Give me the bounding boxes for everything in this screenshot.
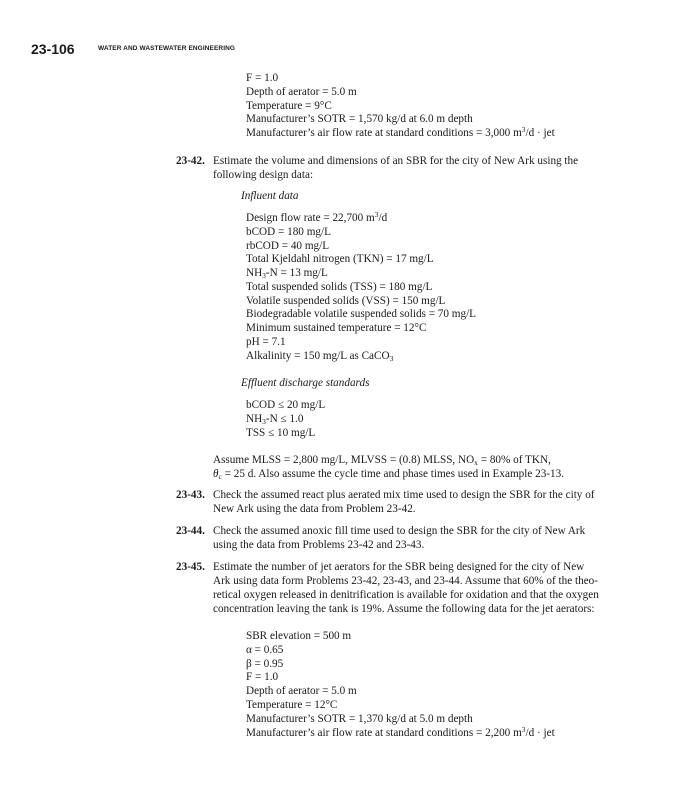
p45-depth: Depth of aerator = 5.0 m bbox=[246, 685, 357, 697]
effluent-bcod: bCOD ≤ 20 mg/L bbox=[246, 399, 326, 411]
p45-sbr-elevation: SBR elevation = 500 m bbox=[246, 630, 352, 642]
influent-flow-rate: Design flow rate = 22,700 $m^3/d$ bbox=[246, 210, 388, 224]
prev-line-1: F = 1.0 bbox=[246, 72, 279, 84]
prev-line-3: Temperature = 9°C bbox=[246, 100, 332, 112]
p45-line-3: retical oxygen released in denitrification is available for oxidation and that the oxygen bbox=[213, 589, 599, 601]
problem-number-23-45: 23-45. bbox=[176, 561, 205, 573]
problem-number-23-43: 23-43. bbox=[176, 489, 205, 501]
influent-alkalinity: Alkalinity = 150 mg/L as CaCO$_3$ bbox=[246, 350, 394, 363]
page-number: 23-106 bbox=[31, 41, 75, 57]
p45-temperature: Temperature = 12°C bbox=[246, 699, 338, 711]
influent-tss: Total suspended solids (TSS) = 180 mg/L bbox=[246, 281, 433, 293]
p44-line-2: using the data from Problems 23-42 and 23-43. bbox=[213, 539, 425, 551]
influent-ph: pH = 7.1 bbox=[246, 336, 286, 348]
influent-min-temp: Minimum sustained temperature = 12°C bbox=[246, 322, 427, 334]
p45-f-factor: F = 1.0 bbox=[246, 671, 279, 683]
prev-airflow-line: Manufacturer’s air flow rate at standard conditions = 3,000 $m^3/d$ · jet bbox=[246, 125, 555, 139]
p44-line-1: Check the assumed anoxic fill time used to design the SBR for the city of New Ark bbox=[213, 525, 586, 537]
p42-intro-line-2: following design data: bbox=[213, 169, 314, 181]
p45-line-2: Ark using data form Problems 23-42, 23-43, and 23-44. Assume that 60% of the theo- bbox=[213, 575, 598, 587]
p43-line-1: Check the assumed react plus aerated mix time used to design the SBR for the city of bbox=[213, 489, 595, 501]
influent-tkn: Total Kjeldahl nitrogen (TKN) = 17 mg/L bbox=[246, 253, 434, 265]
p43-line-2: New Ark using the data from Problem 23-42. bbox=[213, 503, 416, 515]
p45-beta: β = 0.95 bbox=[246, 658, 284, 670]
p45-line-4: concentration leaving the tank is 19%. Assume the following data for the jet aerators: bbox=[213, 603, 595, 615]
effluent-nh3n: $NH_3-N \le 1.0$ bbox=[246, 413, 304, 426]
p42-assume-line-1: Assume MLSS = 2,800 mg/L, MLVSS = (0.8) MLSS, $NO_x = 80\%$ of TKN, bbox=[213, 454, 551, 467]
p42-intro-line-1: Estimate the volume and dimensions of an SBR for the city of New Ark using the bbox=[213, 155, 579, 167]
p45-alpha: α = 0.65 bbox=[246, 644, 284, 656]
influent-nh3n: $NH_3-N = 13$ mg/L bbox=[246, 267, 328, 280]
influent-vss: Volatile suspended solids (VSS) = 150 mg/L bbox=[246, 295, 446, 307]
p45-airflow-line: Manufacturer’s air flow rate at standard conditions = 2,200 $m^3/d$ · jet bbox=[246, 725, 555, 739]
running-title: WATER AND WASTEWATER ENGINEERING bbox=[98, 45, 236, 52]
influent-bcod: bCOD = 180 mg/L bbox=[246, 226, 331, 238]
p45-line-1: Estimate the number of jet aerators for the SBR being designed for the city of New bbox=[213, 561, 585, 573]
influent-bvss: Biodegradable volatile suspended solids = 70 mg/L bbox=[246, 308, 477, 320]
problem-number-23-42: 23-42. bbox=[176, 155, 205, 167]
influent-data-heading: Influent data bbox=[241, 190, 299, 202]
problem-number-23-44: 23-44. bbox=[176, 525, 205, 537]
effluent-tss: TSS ≤ 10 mg/L bbox=[246, 427, 316, 439]
influent-rbcod: rbCOD = 40 mg/L bbox=[246, 240, 330, 252]
prev-line-4: Manufacturer’s SOTR = 1,570 kg/d at 6.0 m depth bbox=[246, 113, 473, 125]
effluent-standards-heading: Effluent discharge standards bbox=[241, 377, 370, 389]
p42-assume-line-2: $\theta_c = 25$ d. Also assume the cycle time and phase times used in Example 23-13. bbox=[213, 468, 565, 481]
p45-sotr: Manufacturer’s SOTR = 1,370 kg/d at 5.0 m depth bbox=[246, 713, 473, 725]
prev-line-2: Depth of aerator = 5.0 m bbox=[246, 86, 357, 98]
